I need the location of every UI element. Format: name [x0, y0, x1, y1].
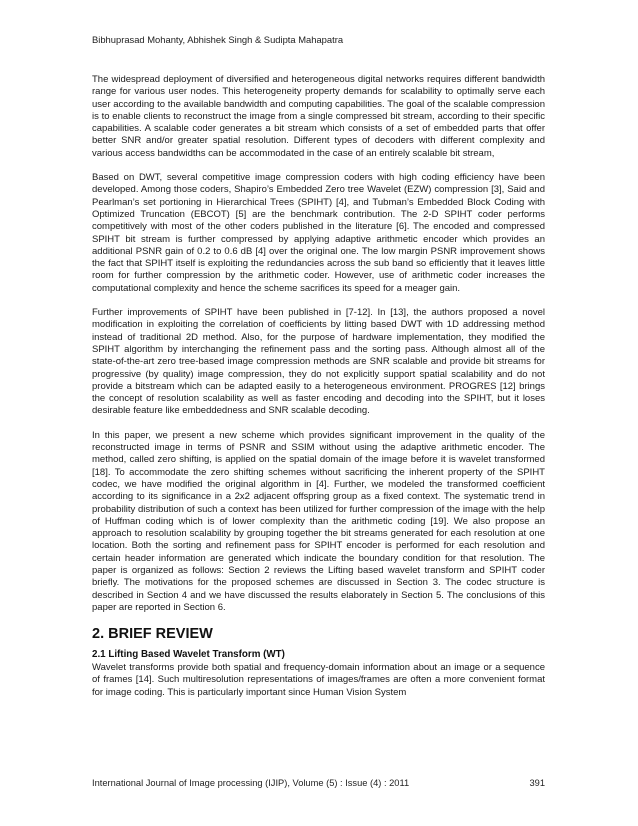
page-number: 391 — [529, 778, 545, 788]
subsection-heading: 2.1 Lifting Based Wavelet Transform (WT) — [92, 649, 285, 661]
section-heading: 2. BRIEF REVIEW — [92, 626, 213, 643]
page-footer — [92, 778, 545, 788]
paragraph-dwt-coders: Based on DWT, several competitive image compression coders with high coding efficiency have been developed. Among those coders, Shapiro’s Embedded Zero tree Wavelet (EZW) compression [3], Said and Pearlman’s set portioning in Hierarchical Trees (SPIHT) [4], and Tubman’s Embedded Block Coding with Optimized Truncation (EBCOT) [5] are the benchmark contribution. The 2-D SPIHT coder performs competitively with most of the other coders published in the literature [6]. The encoded and compressed SPIHT bit stream is further compressed by applying adaptive arithmetic encoder which provides an additional PSNR gain of 0.2 to 0.6 dB [4] over the original one. The low margin PSNR improvement shows the fact that SPIHT itself is exploiting the redundancies across the sub band so efficiently that it leaves little room for further compression by the arithmetic coder. However, use of arithmetic coder increases the computational complexity and hence the scheme sacrifices its speed for a meager gain. — [92, 172, 545, 294]
paragraph-intro-scalability: The widespread deployment of diversified and heterogeneous digital networks requires different bandwidth range for various user nodes. This heterogeneity property demands for scalability to optimally serve each user according to the available bandwidth and computing capabilities. The goal of the scalable compression is to enable clients to reconstruct the image from a single compressed bit stream, according to their specific capabilities. A scalable coder generates a bit stream which consists of a set of embedded parts that offer better SNR and/or greater spatial resolution. Different types of decoders with different complexity and various access bandwidths can be accommodated in the case of an entirely scalable bit stream, — [92, 74, 545, 159]
page-header-authors: Bibhuprasad Mohanty, Abhishek Singh & Sudipta Mahapatra — [92, 34, 344, 45]
footer-journal-citation: International Journal of Image processing (IJIP), Volume (5) : Issue (4) : 2011 — [92, 778, 410, 788]
paragraph-proposed-scheme: In this paper, we present a new scheme which provides significant improvement in the quality of the reconstructed image in terms of PSNR and SSIM without using the adaptive arithmetic encoder. The method, called zero shifting, is applied on the spatial domain of the image before it is wavelet transformed [18]. To accommodate the zero shifting schemes without sacrificing the inherent property of the SPIHT codec, we have modified the original algorithm in [4]. Further, we modeled the transformed coefficient according to its significance in a 2x2 adjacent offspring group as a fixed context. The systematic trend in probability distribution of such a context has been utilized for further compression of the image with the help of Huffman coding which is of lower complexity than the arithmetic coding [19]. We also propose an approach to resolution scalability by grouping together the bit streams generated for each resolution at one location. Both the sorting and refinement pass for SPIHT encoder is performed for each resolution and certain header information are generated which indicate the boundary condition for that resolution. The paper is organized as follows: Section 2 reviews the Lifting based wavelet transform and SPIHT coder briefly. The motivations for the proposed schemes are discussed in Section 3. The codec structure is described in Section 4 and we have discussed the results elaborately in Section 5. The conclusions of this paper are reported in Section 6. — [92, 429, 545, 613]
paragraph-wavelet-transform: Wavelet transforms provide both spatial and frequency-domain information about an image or a sequence of frames [14]. Such multiresolution representations of images/frames are often a more convenient format for image coding. This is particularly important since Human Vision System — [92, 662, 545, 698]
article-body — [92, 74, 545, 711]
paragraph-spiht-improvements: Further improvements of SPIHT have been published in [7-12]. In [13], the authors proposed a novel modification in exploiting the correlation of coefficients by litting based DWT with 1D addressing method instead of traditional 2D method. Also, for the purpose of hardware implementation, they modified the SPIHT algorithm by interchanging the refinement pass and the sorting pass. Although almost all of the state-of-the-art zero tree-based image compression methods are SNR scalable and provide bit streams for progressive (by quality) image compression, they do not explicitly support spatial scalability and do not provide a bitstream which can be adapted easily to a heterogeneous environment. PROGRES [12] brings the concept of resolution scalability as well as faster encoding and decoding into the SPIHT, but it loses desirable feature like embeddedness and SNR scalable decoding. — [92, 307, 545, 417]
